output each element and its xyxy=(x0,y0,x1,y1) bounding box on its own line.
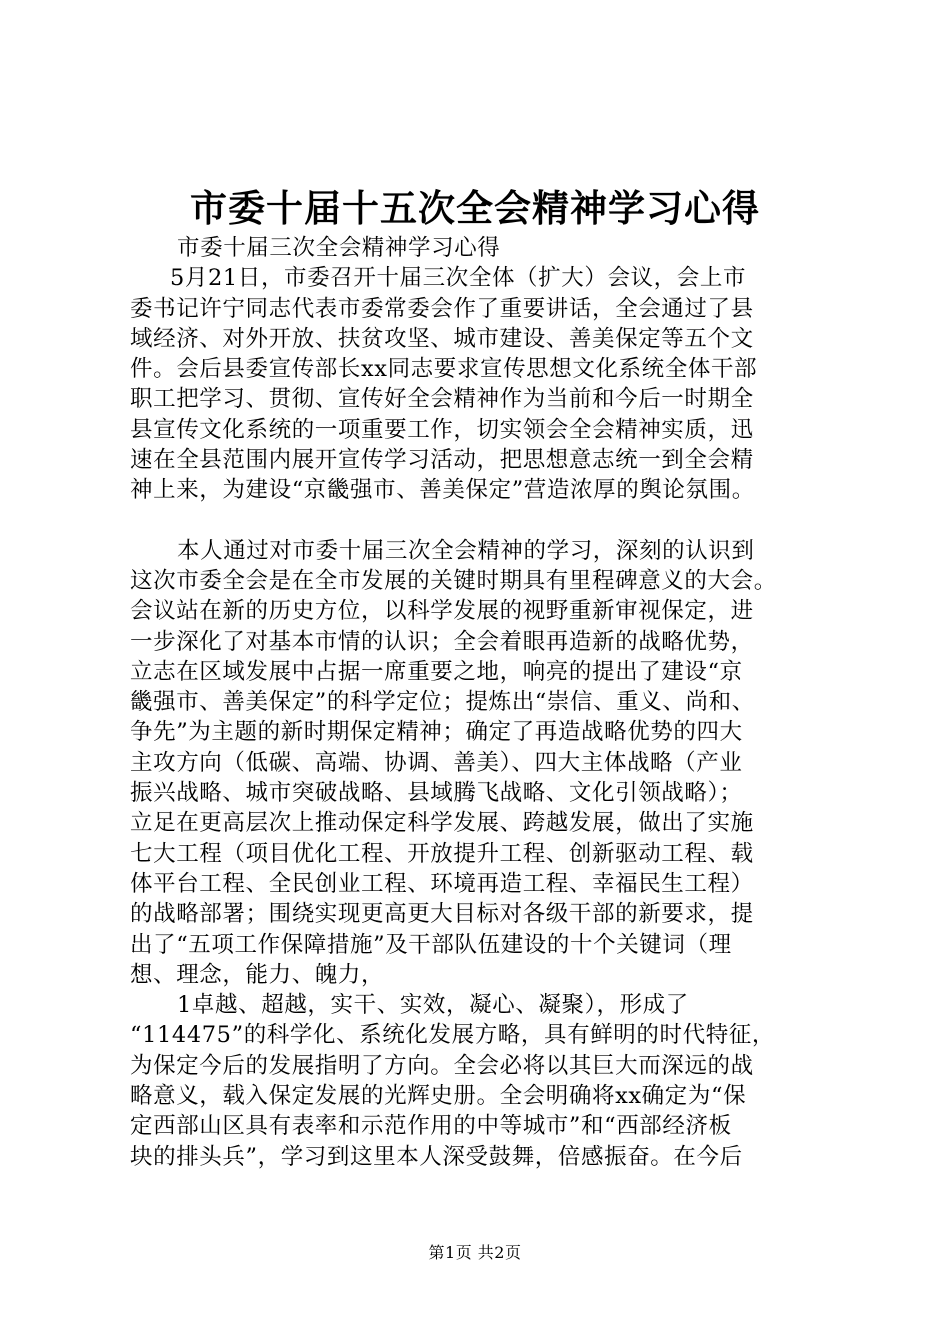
paragraph-spacer xyxy=(130,506,850,536)
text-line: 会议站在新的历史方位，以科学发展的视野重新审视保定，进 xyxy=(130,598,754,625)
text-line: 本人通过对市委十届三次全会精神的学习，深刻的认识到 xyxy=(177,537,755,564)
text-line: 主攻方向（低碳、高端、协调、善美）、四大主体战略（产业 xyxy=(130,749,743,776)
document-subtitle: 市委十届三次全会精神学习心得 xyxy=(177,235,501,261)
page-footer: 第1页 共2页 xyxy=(428,1243,522,1262)
text-line: 体平台工程、全民创业工程、环境再造工程、幸福民生工程） xyxy=(130,870,754,897)
text-line: 域经济、对外开放、扶贫攻坚、城市建设、善美保定等五个文 xyxy=(130,325,754,352)
text-line: “114475”的科学化、系统化发展方略，具有鲜明的时代特征， xyxy=(130,1022,775,1049)
text-line: 神上来，为建设“京畿强市、善美保定”营造浓厚的舆论氛围。 xyxy=(130,477,755,504)
text-line: 想、理念，能力、魄力， xyxy=(130,961,385,988)
paragraph-2 xyxy=(130,536,850,990)
text-line: 一步深化了对基本市情的认识；全会着眼再造新的战略优势， xyxy=(130,628,754,655)
text-line: 振兴战略、城市突破战略、县域腾飞战略、文化引领战略）； xyxy=(130,780,743,807)
text-line: 县宣传文化系统的一项重要工作，切实领会全会精神实质，迅 xyxy=(130,416,754,443)
text-line: 5月21日，市委召开十届三次全体（扩大）会议，会上市 xyxy=(170,265,747,292)
text-line: 七大工程（项目优化工程、开放提升工程、创新驱动工程、载 xyxy=(130,840,754,867)
text-line: 立足在更高层次上推动保定科学发展、跨越发展，做出了实施 xyxy=(130,810,754,837)
text-line: 争先”为主题的新时期保定精神；确定了再造战略优势的四大 xyxy=(130,719,743,746)
text-line: 这次市委全会是在全市发展的关键时期具有里程碑意义的大会。 xyxy=(130,567,777,594)
text-line: 为保定今后的发展指明了方向。全会必将以其巨大而深远的战 xyxy=(130,1052,754,1079)
paragraph-1 xyxy=(130,263,850,505)
text-line: 立志在区域发展中占据一席重要之地，响亮的提出了建设“京 xyxy=(130,658,743,685)
text-line: 定西部山区具有表率和示范作用的中等城市”和“西部经济板 xyxy=(130,1113,732,1140)
paragraph-3 xyxy=(130,990,850,1172)
document-body xyxy=(130,233,850,1172)
text-line: 速在全县范围内展开宣传学习活动，把思想意志统一到全会精 xyxy=(130,447,754,474)
document-title: 市委十届十五次全会精神学习心得 xyxy=(190,186,760,230)
text-line: 出了“五项工作保障措施”及干部队伍建设的十个关键词（理 xyxy=(130,931,732,958)
text-line: 的战略部署；围绕实现更高更大目标对各级干部的新要求，提 xyxy=(130,901,754,928)
text-line: 1卓越、超越，实干、实效，凝心、凝聚），形成了 xyxy=(177,992,689,1019)
text-line: 件。会后县委宣传部长xx同志要求宣传思想文化系统全体干部 xyxy=(130,356,758,383)
text-line: 畿强市、善美保定”的科学定位；提炼出“崇信、重义、尚和、 xyxy=(130,689,755,716)
text-line: 块的排头兵”，学习到这里本人深受鼓舞，倍感振奋。在今后 xyxy=(130,1143,743,1170)
text-line: 职工把学习、贯彻、宣传好全会精神作为当前和今后一时期全 xyxy=(130,386,754,413)
text-line: 委书记许宁同志代表市委常委会作了重要讲话，全会通过了县 xyxy=(130,295,754,322)
text-line: 略意义，载入保定发展的光辉史册。全会明确将xx确定为“保 xyxy=(130,1083,747,1110)
